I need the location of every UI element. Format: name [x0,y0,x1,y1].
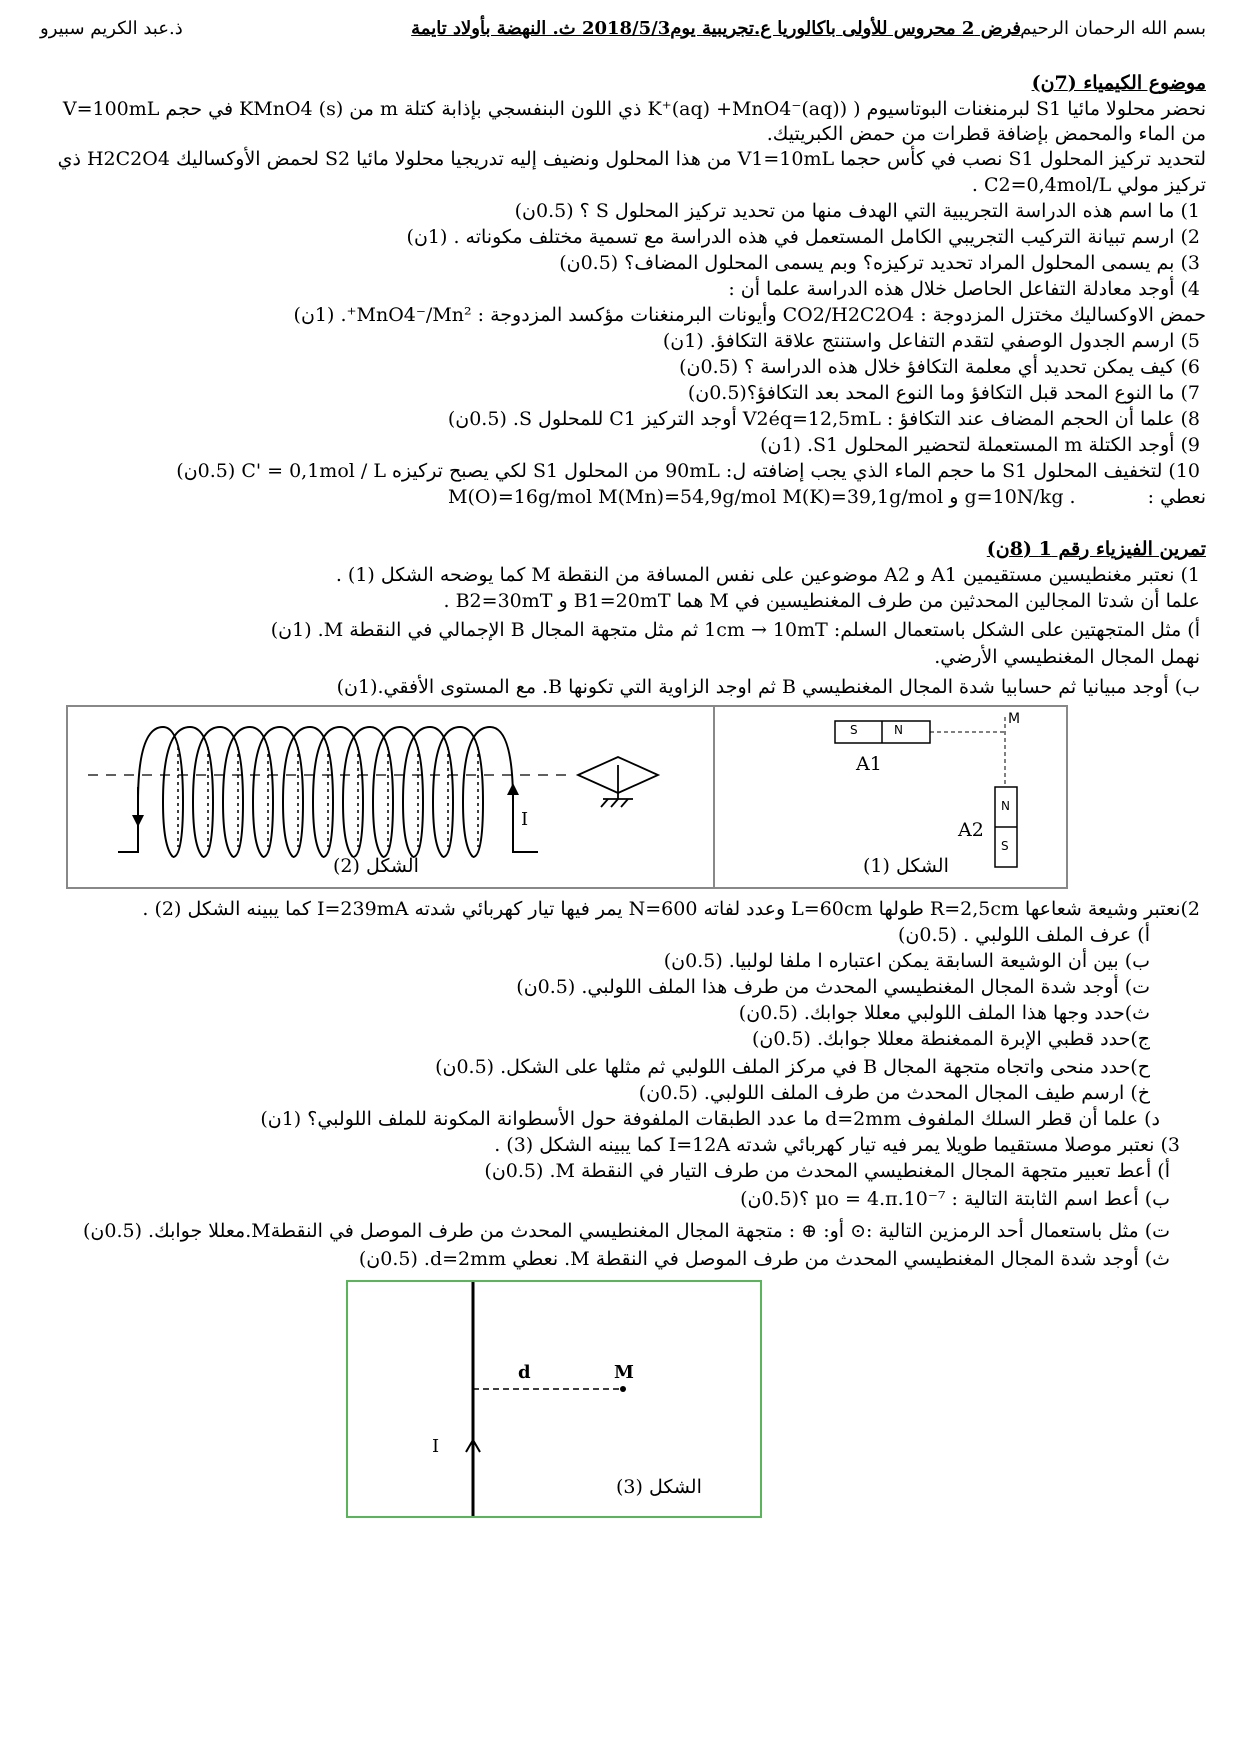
point-m [620,1386,626,1392]
phys-p3-b: ب) أعط اسم الثابتة التالية : μo = 4.π.10⁻⁷ ؟(0.5ن) [740,1188,1170,1210]
compass-needle-icon [578,757,658,807]
current-i-label: I [432,1436,440,1457]
chem-q4: 4) أوجد معادلة التفاعل الحاصل خلال هذه الدراسة علما أن : [728,278,1200,300]
chem-q2: 2) ارسم تبيانة التركيب التجريبي الكامل المستعمل في هذه الدراسة مع تسمية مختلف مكوناته . (1ن) [406,226,1200,248]
m-point-label: M [1008,711,1021,727]
a1-label: A1 [856,753,882,775]
physics-title: تمرين الفيزياء رقم 1 (8ن) [986,538,1206,560]
figure-2-caption: الشكل (2) [333,855,419,877]
phys-p2-b: ب) بين أن الوشيعة السابقة يمكن اعتباره ا ملفا لولبيا. (0.5ن) [663,950,1150,972]
teacher-name: ذ.عبد الكريم سبيرو [40,18,183,39]
given-label: نعطي : [1147,486,1206,508]
figures-1-2 [66,705,1068,889]
phys-p2-a: أ) عرف الملف اللولبي . (0.5ن) [898,924,1150,946]
phys-p2-c: ت) أوجد شدة المجال المغنطيسي المحدث من طرف هذا الملف اللولبي. (0.5ن) [516,976,1150,998]
chem-intro-2: من الماء والمحمض بإضافة قطرات من حمض الكبريتيك. [766,123,1206,145]
phys-p2-f: ح)حدد منحى واتجاه متجهة المجال B في مركز الملف اللولبي ثم مثلها على الشكل. (0.5ن) [435,1056,1150,1078]
figure-1-caption: الشكل (1) [863,855,949,877]
a2-s-pole: S [1001,839,1009,853]
a1-n-pole: N [894,723,903,737]
chem-q10: 10) لتخفيف المحلول S1 ما حجم الماء الذي يجب إضافته ل: 90mL من المحلول S1 لكي يصبح تركيزه C' = 0,1mol / L (0.5ن) [176,460,1200,482]
phys-p2-g: خ) ارسم طيف المجال المحدث من طرف الملف اللولبي. (0.5ن) [638,1082,1150,1104]
a1-s-pole: S [850,723,858,737]
current-label: I [521,809,529,830]
phys-p3-a: أ) أعط تعبير متجهة المجال المغنطيسي المحدث من طرف التيار في النقطة M. (0.5ن) [484,1160,1170,1182]
a2-n-pole: N [1001,799,1010,813]
chem-given [34,484,1206,510]
phys-p2-h: د) علما أن قطر السلك الملفوف d=2mm ما عدد الطبقات الملفوفة حول الأسطوانة المكونة للملف اللولبي؟ (1ن) [260,1108,1160,1130]
conductor-figure [346,1280,762,1518]
chem-q4-couples: حمض الاوكساليك مختزل المزدوجة : CO2/H2C2O4 وأيونات البرمنغنات مؤكسد المزدوجة : MnO4⁻/Mn²⁺. (1ن) [293,304,1206,326]
chem-intro-3: لتحديد تركيز المحلول S1 نصب في كأس حجما V1=10mL من هذا المحلول ونضيف إليه تدريجيا محلولا مائيا S2 لحمض الأوكساليك H2C2O4 ذي [57,148,1206,170]
a2-label: A2 [958,819,984,841]
exam-title: فرض 2 محروس للأولى باكالوريا ع.تجريبية يوم2018/5/3 ث. النهضة بأولاد تايمة [411,18,1021,39]
page-header [40,18,1206,48]
chem-q7: 7) ما النوع المحد قبل التكافؤ وما النوع المحد بعد التكافؤ؟(0.5ن) [687,382,1200,404]
chemistry-title: موضوع الكيمياء (7ن) [1031,72,1206,94]
phys-p1-line2: علما أن شدتا المجالين المحدثين من طرف المغنطيسين في M هما B1=20mT و B2=30mT . [443,590,1200,612]
chem-q6: 6) كيف يمكن تحديد أي معلمة التكافؤ خلال هذه الدراسة ؟ (0.5ن) [679,356,1200,378]
chem-q1: 1) ما اسم هذه الدراسة التجريبية التي الهدف منها من تحديد تركيز المحلول S ؟ (0.5ن) [514,200,1200,222]
chem-q8: 8) علما أن الحجم المضاف عند التكافؤ : V2éq=12,5mL أوجد التركيز C1 للمحلول S. (0.5ن) [447,408,1200,430]
arrow-up-icon [507,783,519,795]
phys-p3-c: ت) مثل باستعمال أحد الرمزين التالية :⊙ أو: ⊕ : متجهة المجال المغنطيسي المحدث من طرف الموصل في النقطةM.معللا جوابك. (0.5ن) [83,1220,1170,1242]
phys-p2-intro: 2)نعتبر وشيعة شعاعها R=2,5cm طولها L=60cm وعدد لفاته N=600 يمر فيها تيار كهربائي شدته I=239mA كما يبينه الشكل (2) . [142,898,1200,920]
distance-label: d [518,1362,531,1383]
phys-p1-line1: 1) نعتبر مغنطيسين مستقيمين A1 و A2 موضوعين على نفس المسافة من النقطة M كما يوضحه الشكل (1) . [335,564,1200,586]
chem-intro-1: نحضر محلولا مائيا S1 لبرمنغنات البوتاسيوم ( (K⁺(aq) +MnO4⁻(aq) ذي اللون البنفسجي بإذابة كتلة m من KMnO4 (s) في حجم V=100mL [62,98,1206,120]
phys-p2-e: ج)حدد قطبي الإبرة الممغنطة معللا جوابك. (0.5ن) [751,1028,1150,1050]
phys-p1-b: ب) أوجد مبيانيا ثم حسابيا شدة المجال المغنطيسي B ثم اوجد الزاوية التي تكونها B. مع المستوى الأفقي.(1ن) [336,676,1200,698]
arrow-down-icon [132,815,144,827]
given-values: M(O)=16g/mol M(Mn)=54,9g/mol M(K)=39,1g/mol و g=10N/kg . [448,486,1076,508]
phys-p2-d: ث)حدد وجها هذا الملف اللولبي معللا جوابك. (0.5ن) [738,1002,1150,1024]
chem-q9: 9) أوجد الكتلة m المستعملة لتحضير المحلول S1. (1ن) [760,434,1200,456]
figure-3-caption: الشكل (3) [616,1476,702,1498]
phys-p3-d: ث) أوجد شدة المجال المغنطيسي المحدث من طرف الموصل في النقطة M. نعطي d=2mm. (0.5ن) [358,1248,1170,1270]
chem-q5: 5) ارسم الجدول الوصفي لتقدم التفاعل واستنتج علاقة التكافؤ. (1ن) [662,330,1200,352]
phys-p1-a2: نهمل المجال المغنطيسي الأرضي. [934,646,1200,668]
phys-p1-a: أ) مثل المتجهتين على الشكل باستعمال السلم: 1cm → 10mT ثم مثل متجهة المجال B الإجمالي في النقطة M. (1ن) [270,619,1200,641]
phys-p3-intro: 3) نعتبر موصلا مستقيما طويلا يمر فيه تيار كهربائي شدته I=12A كما يبينه الشكل (3) . [494,1134,1180,1156]
basmala: بسم الله الرحمان الرحيم [1020,18,1206,39]
chem-intro-4: تركيز مولي C2=0,4mol/L . [971,174,1206,196]
chem-q3: 3) بم يسمى المحلول المراد تحديد تركيزه؟ وبم يسمى المحلول المضاف؟ (0.5ن) [559,252,1200,274]
m-label: M [614,1362,634,1383]
